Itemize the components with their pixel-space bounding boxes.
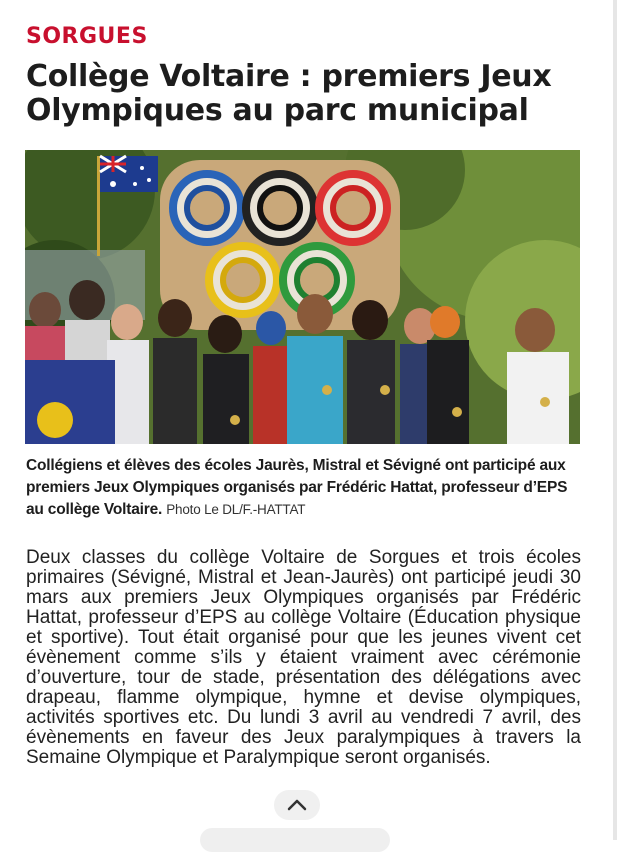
section-label[interactable]: SORGUES <box>26 24 148 49</box>
chevron-up-icon <box>286 798 308 812</box>
next-article-pill[interactable] <box>200 828 390 852</box>
children-with-olympic-rings-photo <box>25 150 580 444</box>
photo-caption <box>26 455 581 521</box>
article-body: Deux classes du collège Voltaire de Sorgues et trois écoles primaires (Sévigné, Mistral et Jean-Jaurès) ont participé jeudi 30 mars aux premiers Jeux Olympiques organisés par Frédéric Hattat, professeur d’EPS au collège Voltaire (Éducation physique et sportive). Tout était organisé pour que les jeunes vivent cet évènement comme s’ils y étaient vraiment avec cérémonie d’ouverture, tour de stade, présentation des délégations avec drapeau, flamme olympique, hymne et devise olympiques, activités sportives etc. Du lundi 3 avril au vendredi 7 avril, des évènements en faveur des Jeux paralympiques à travers la Semaine Olympique et Paralympique seront organisés. <box>26 547 581 768</box>
photo-credit: Photo Le DL/F.-HATTAT <box>166 502 306 517</box>
caption-text: Collégiens et élèves des écoles Jaurès, Mistral et Sévigné ont participé aux premiers Jeux Olympiques organisés par Frédéric Hattat, professeur d’EPS au collège Voltaire. <box>26 457 568 518</box>
article-photo[interactable] <box>25 150 580 444</box>
collapse-button[interactable] <box>274 790 320 820</box>
article-headline: Collège Voltaire : premiers Jeux Olympiques au parc municipal <box>26 59 552 128</box>
